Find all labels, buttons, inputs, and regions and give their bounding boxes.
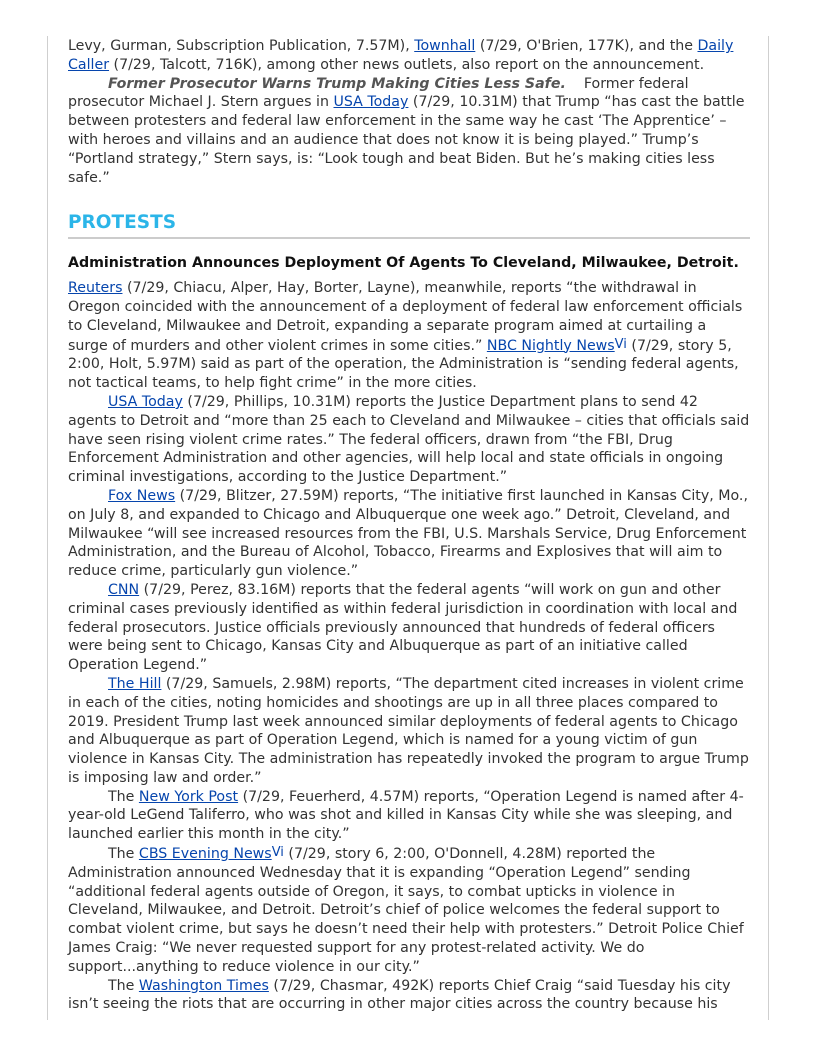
fox-news-paragraph: Fox News (7/29, Blitzer, 27.59M) reports, “The initiative first launched in Kansas City, Mo., on July 8, and expanded to Chicago and Albuquerque one week ago.” Detroit, Cleveland, and Milwaukee “will see increased resources from the FBI, U.S. Marshals Service, Drug Enforcement Administration, and the Bureau of Alcohol, Tobacco, Firearms and Explosives that will aim to reduce crime, particularly gun violence.” (68, 487, 748, 580)
link-fox-news[interactable]: Fox News (108, 487, 176, 504)
stern-lead: Former Prosecutor Warns Trump Making Cities Less Safe. (108, 75, 566, 92)
link-cnn[interactable]: CNN (108, 581, 140, 598)
section-title-protests: PROTESTS (68, 211, 750, 239)
right-margin-rule (768, 36, 769, 1020)
link-usa-today-stern[interactable]: USA Today (333, 94, 409, 111)
link-new-york-post[interactable]: New York Post (138, 788, 239, 805)
document-body (68, 37, 750, 1014)
ny-post-paragraph: The New York Post (7/29, Feuerherd, 4.57M) reports, “Operation Legend is named after 4-year-old LeGend Taliferro, who was shot and killed in Kansas City while she was sleeping, and launched earlier this month in the city.” (68, 788, 744, 843)
left-margin-rule (47, 36, 48, 1020)
link-reuters[interactable]: Reuters (68, 280, 123, 297)
link-usa-today[interactable]: USA Today (108, 393, 183, 410)
link-cbs-evening-news[interactable]: CBS Evening News (138, 846, 272, 863)
link-nbc-nightly-news[interactable]: NBC Nightly News (486, 337, 615, 354)
link-townhall[interactable]: Townhall (414, 38, 476, 54)
the-hill-paragraph: The Hill (7/29, Samuels, 2.98M) reports, “The department cited increases in violent crime in each of the cities, noting homicides and shootings are up in all three places compared to 2019. President Trump last week announced similar deployments of federal agents to Chicago and Albuquerque as part of Operation Legend, which is named for a young victim of gun violence in Kansas City. The administration has repeatedly invoked the program to argue Trump is imposing law and order.” (68, 675, 749, 786)
usa-today-paragraph: USA Today (7/29, Phillips, 10.31M) reports the Justice Department plans to send 42 agents to Detroit and “more than 25 each to Cleveland and Milwaukee – cities that officials said have seen rising violent crime rates.” The federal officers, drawn from “the FBI, Drug Enforcement Administration and other agencies, will help local and state officials in ongoing criminal investigations, according to the Justice Department.” (68, 393, 750, 486)
reuters-paragraph: Reuters (7/29, Chiacu, Alper, Hay, Borter, Layne), meanwhile, reports “the withdrawal in Oregon coincided with the announcement of a deployment of federal law enforcement officials to Cleveland, Milwaukee and Detroit, expanding a separate program aimed at curtailing a surge of murders and other violent crimes in some cities.” NBC Nightly NewsVi (7/29, story 5, 2:00, Holt, 5.97M) said as part of the operation, the Administration is “sending federal agents, not tactical teams, to help fight crime” in the more cities. (68, 280, 743, 392)
cnn-paragraph: CNN (7/29, Perez, 83.16M) reports that the federal agents “will work on gun and other criminal cases previously identified as within federal jurisdiction in coordination with local and federal prosecutors. Justice officials previously announced that hundreds of federal officers were being sent to Chicago, Kansas City and Albuquerque as part of an initiative called Operation Legend.” (68, 581, 738, 674)
link-washington-times[interactable]: Washington Times (138, 977, 269, 994)
video-indicator: Vi (614, 336, 627, 352)
link-the-hill[interactable]: The Hill (108, 675, 162, 692)
video-indicator: Vi (271, 845, 284, 861)
link-daily-caller[interactable]: Daily Caller (68, 38, 734, 73)
article-headline: Administration Announces Deployment Of Agents To Cleveland, Milwaukee, Detroit. (68, 255, 739, 272)
intro-paragraph: Levy, Gurman, Subscription Publication, 7.57M), Townhall (7/29, O'Brien, 177K), and the Daily Caller (7/29, Talcott, 716K), among other news outlets, also report on the announcement. (68, 38, 734, 73)
cbs-paragraph: The CBS Evening NewsVi (7/29, story 6, 2:00, O'Donnell, 4.28M) reported the Administration announced Wednesday that it is expanding “Operation Legend” sending “additional federal agents outside of Oregon, it says, to combat upticks in violence in Cleveland, Milwaukee, and Detroit. Detroit’s chief of police welcomes the federal support to combat violent crime, but says he doesn’t need their help with protesters.” Detroit Police Chief James Craig: “We never requested support for any protest-related activity. We do support...anything to reduce violence in our city.” (68, 845, 744, 975)
stern-paragraph: Former Prosecutor Warns Trump Making Cities Less Safe. Former federal prosecutor Michael J. Stern argues in USA Today (7/29, 10.31M) that Trump “has cast the battle between protesters and federal law enforcement in the same way he cast ‘The Apprentice’ – with heroes and villains and an audience that does not know it is being played.” Trump’s “Portland strategy,” Stern says, is: “Look tough and beat Biden. But he’s making cities less safe.” (68, 75, 745, 186)
washington-times-paragraph: The Washington Times (7/29, Chasmar, 492K) reports Chief Craig “said Tuesday his city isn’t seeing the riots that are occurring in other major cities across the country because his (68, 977, 731, 1013)
